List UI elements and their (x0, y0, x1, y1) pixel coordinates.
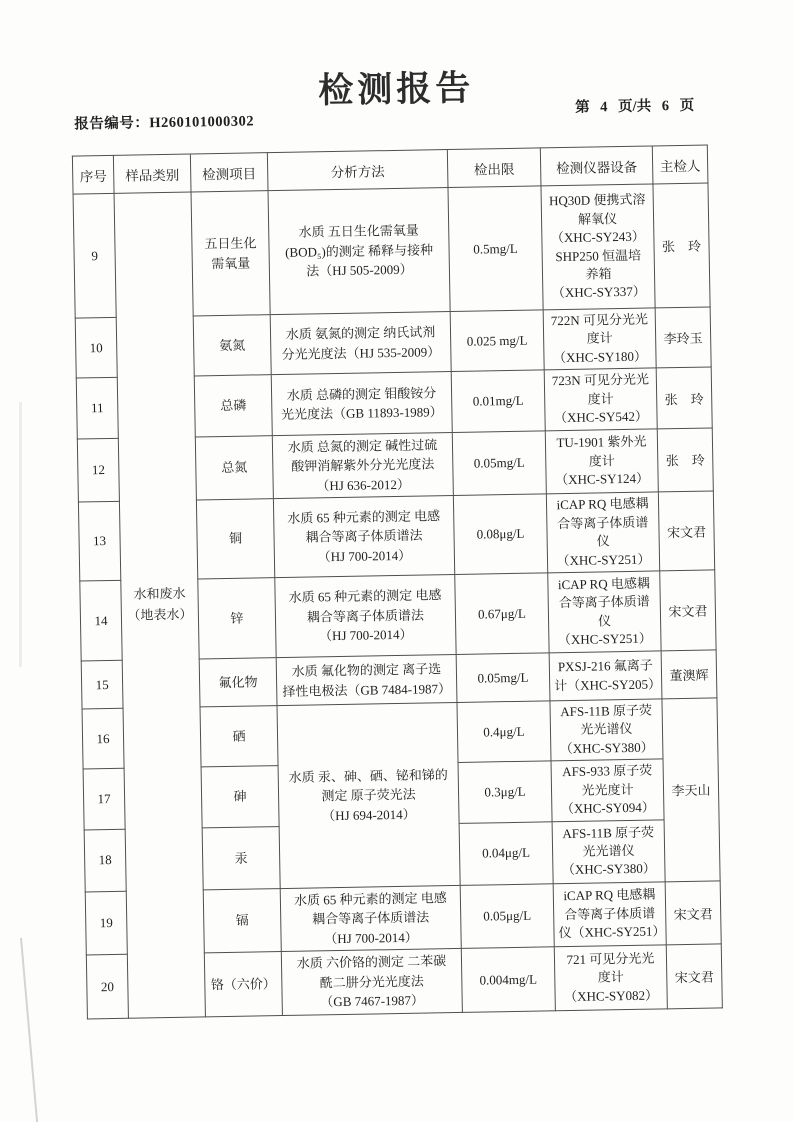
cell-method: 水质 65 种元素的测定 电感 耦合等离子体质谱法 （HJ 700-2014） (273, 496, 454, 578)
cell-instrument: HQ30D 便携式溶 解氧仪 （XHC-SY243） SHP250 恒温培 养箱 （XHC-SY337） (541, 184, 655, 310)
cell-serial: 12 (77, 438, 119, 502)
report-number-value: H260101000302 (149, 113, 255, 132)
col-header-method: 分析方法 (267, 150, 448, 191)
cell-method: 水质 总磷的测定 钼酸铵分 光光度法（GB 11893-1989） (271, 372, 452, 435)
cell-inspector: 宋文君 (658, 491, 714, 571)
cell-serial: 16 (82, 708, 124, 769)
cell-instrument: AFS-933 原子荧 光光度计 （XHC-SY094） (551, 759, 664, 821)
cell-instrument: AFS-11B 原子荧 光光谱仪 （XHC-SY380） (552, 820, 665, 884)
col-header-serial: 序号 (72, 155, 114, 194)
cell-instrument: 723N 可见分光光 度计 （XHC-SY542） (544, 368, 657, 430)
report-number (74, 109, 254, 133)
cell-detection-limit: 0.4μg/L (457, 701, 551, 763)
cell-test-item: 氟化物 (199, 658, 277, 707)
cell-serial: 15 (81, 660, 123, 709)
cell-test-item: 总氮 (195, 435, 273, 500)
test-results-table (72, 144, 723, 1019)
cell-inspector: 宋文君 (665, 881, 721, 945)
cell-detection-limit: 0.67μg/L (455, 573, 549, 655)
cell-instrument: iCAP RQ 电感耦 合等离子体质谱 仪 （XHC-SY251） (548, 571, 661, 653)
cell-serial: 18 (84, 829, 126, 892)
cell-serial: 14 (80, 580, 122, 661)
cell-detection-limit: 0.01mg/L (451, 370, 545, 432)
cell-serial: 13 (78, 502, 120, 582)
cell-test-item: 砷 (201, 766, 279, 828)
cell-detection-limit: 0.04μg/L (459, 822, 553, 886)
cell-serial: 9 (73, 193, 116, 318)
cell-detection-limit: 0.004mg/L (461, 947, 555, 1012)
cell-test-item: 硒 (200, 706, 278, 768)
cell-serial: 19 (85, 891, 127, 955)
cell-method: 水质 汞、砷、硒、铋和锑的 测定 原子荧光法 （HJ 694-2014） (277, 702, 460, 888)
cell-inspector: 宋文君 (660, 570, 716, 651)
cell-test-item: 铬（六价） (204, 952, 282, 1017)
cell-test-item: 汞 (202, 826, 280, 889)
cell-detection-limit: 0.05μg/L (460, 884, 554, 949)
cell-test-item: 五日生化 需氧量 (191, 191, 270, 316)
cell-test-item: 镉 (203, 888, 281, 953)
page-indicator: 第 4 页/共 6 页 (574, 97, 695, 116)
report-number-label: 报告编号： (74, 115, 150, 133)
cell-inspector: 董澳辉 (661, 650, 717, 699)
cell-method: 水质 65 种元素的测定 电感 耦合等离子体质谱法 （HJ 700-2014） (275, 575, 456, 658)
cell-test-item: 铜 (196, 499, 274, 579)
cell-serial: 20 (86, 954, 128, 1018)
cell-detection-limit: 0.5mg/L (448, 186, 543, 312)
cell-instrument: 722N 可见分光光 度计 （XHC-SY180） (543, 308, 656, 370)
col-header-inspector: 主检人 (652, 145, 708, 184)
cell-method: 水质 氟化物的测定 离子选 择性电极法（GB 7484-1987） (276, 654, 457, 705)
col-header-sample-category: 样品类别 (113, 154, 191, 193)
cell-method: 水质 65 种元素的测定 电感 耦合等离子体质谱法 （HJ 700-2014） (280, 885, 461, 952)
cell-detection-limit: 0.3μg/L (458, 761, 552, 823)
cell-test-item: 总磷 (194, 375, 272, 437)
cell-inspector: 张 玲 (653, 183, 710, 308)
cell-instrument: TU-1901 紫外光 度计 （XHC-SY124） (545, 429, 658, 494)
cell-method: 水质 总氮的测定 碱性过硫 酸钾消解紫外分光光度法 （HJ 636-2012） (272, 432, 453, 499)
cell-detection-limit: 0.08μg/L (453, 494, 547, 574)
col-header-instrument: 检测仪器设备 (540, 146, 653, 186)
col-header-detection-limit: 检出限 (447, 148, 541, 188)
col-header-test-item: 检测项目 (190, 153, 268, 192)
cell-test-item: 氨氮 (193, 315, 271, 377)
cell-detection-limit: 0.05mg/L (452, 431, 546, 496)
cell-serial: 17 (83, 769, 125, 830)
cell-instrument: 721 可见分光光 度计 （XHC-SY082） (554, 945, 667, 1010)
cell-instrument: AFS-11B 原子荧 光光谱仪 （XHC-SY380） (550, 699, 663, 761)
cell-serial: 10 (75, 317, 117, 378)
cell-inspector: 张 玲 (656, 367, 712, 428)
cell-detection-limit: 0.05mg/L (456, 653, 550, 703)
cell-method: 水质 六价铬的测定 二苯碳 酰二肼分光光度法 （GB 7467-1987） (281, 949, 462, 1016)
table-row (73, 183, 710, 318)
cell-inspector: 李玲玉 (655, 307, 711, 368)
cell-instrument: iCAP RQ 电感耦 合等离子体质谱 仪（XHC-SY251） (553, 882, 666, 947)
cell-detection-limit: 0.025 mg/L (450, 310, 544, 372)
page-title: 检测报告 (317, 68, 475, 111)
cell-method: 水质 氨氮的测定 纳氏试剂 分光光度法（HJ 535-2009） (270, 312, 451, 375)
cell-inspector: 李天山 (662, 698, 720, 882)
cell-method: 水质 五日生化需氧量 (BOD₅)的测定 稀释与接种 法（HJ 505-2009） (268, 188, 450, 315)
cell-sample-category: 水和废水 （地表水） (114, 192, 205, 1018)
cell-serial: 11 (76, 378, 118, 439)
cell-instrument: PXSJ-216 氟离子 计（XHC-SY205） (549, 651, 662, 701)
cell-test-item: 锌 (198, 578, 276, 659)
cell-instrument: iCAP RQ 电感耦 合等离子体质谱 仪 （XHC-SY251） (546, 492, 659, 573)
cell-inspector: 张 玲 (657, 428, 713, 492)
cell-inspector: 宋文君 (666, 944, 722, 1008)
